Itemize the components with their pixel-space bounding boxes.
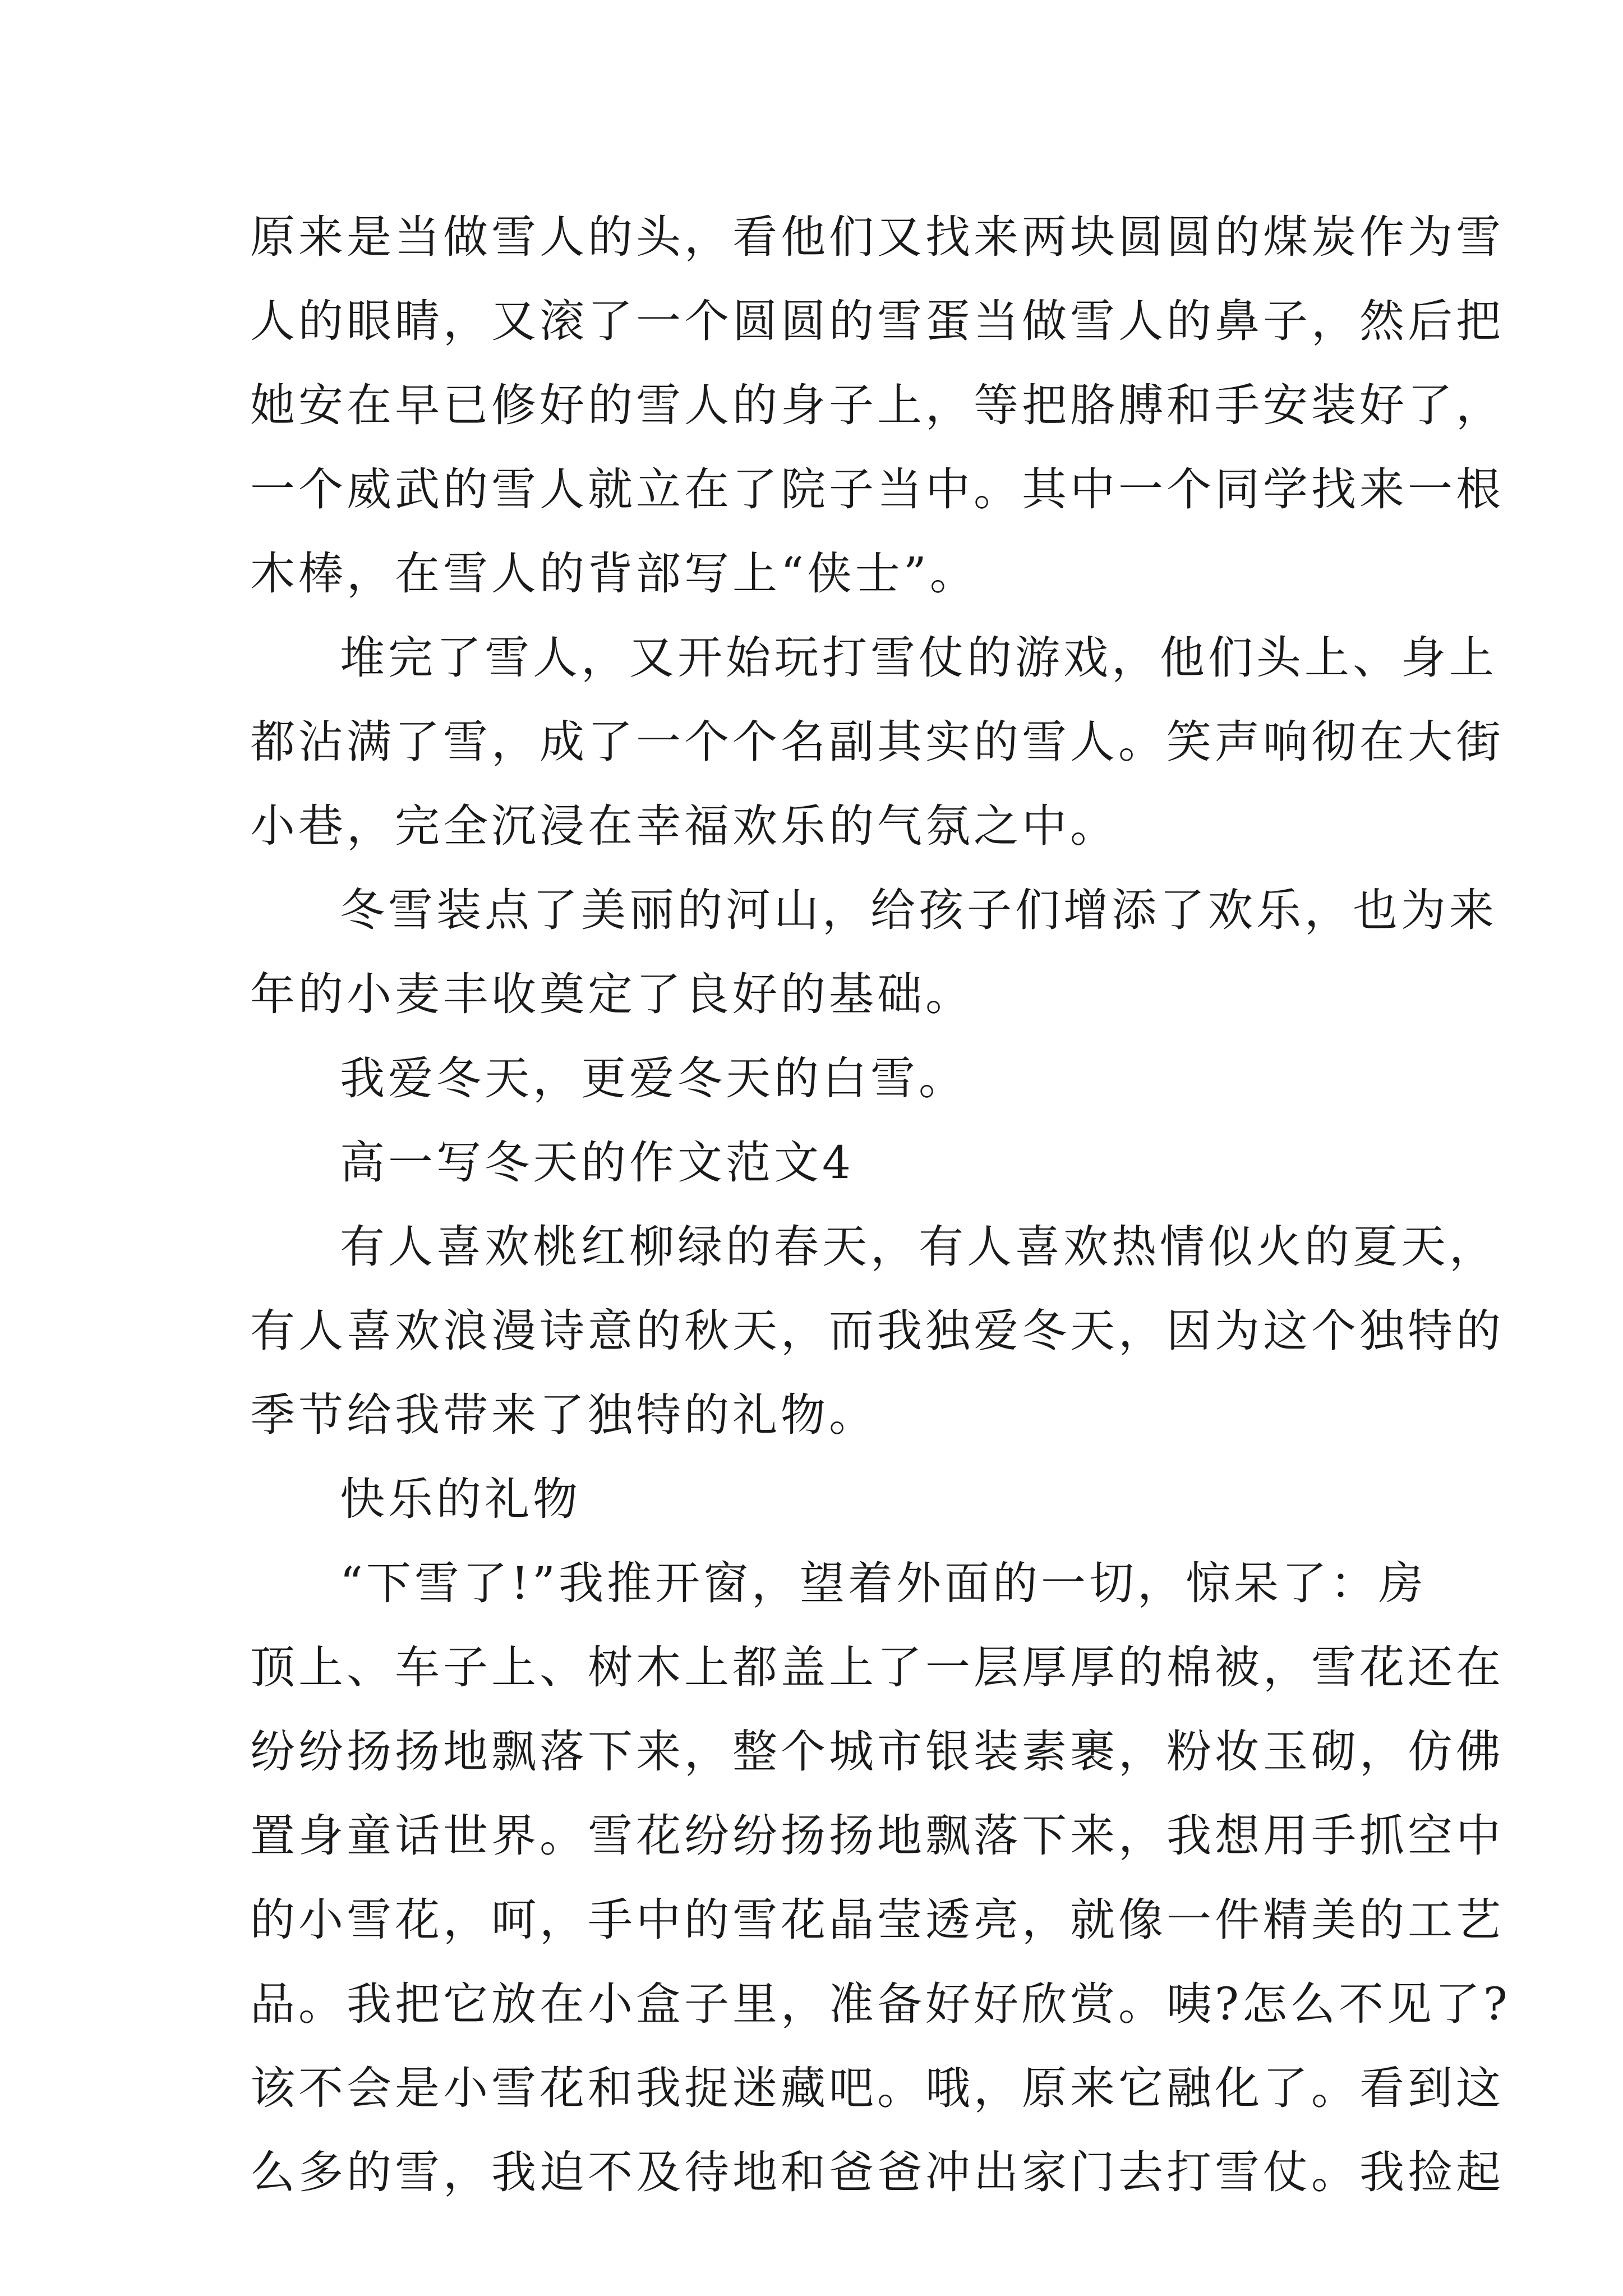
text-line: 季节给我带来了独特的礼物。 [250,1389,877,1441]
text-line: 一个威武的雪人就立在了院子当中。其中一个同学找来一根 [250,463,1504,516]
text-line: 置身童话世界。雪花纷纷扬扬地飘落下来，我想用手抓空中 [250,1810,1504,1862]
text-line: 有人喜欢桃红柳绿的春天，有人喜欢热情似火的夏天， [340,1221,1497,1273]
text-line: 堆完了雪人，又开始玩打雪仗的游戏，他们头上、身上 [340,632,1497,684]
text-line: 小巷，完全沉浸在幸福欢乐的气氛之中。 [250,800,1118,852]
text-line: 人的眼睛，又滚了一个圆圆的雪蛋当做雪人的鼻子，然后把 [250,295,1504,347]
text-line: 年的小麦丰收奠定了良好的基础。 [250,968,974,1020]
text-line: 冬雪装点了美丽的河山，给孩子们增添了欢乐，也为来 [340,884,1497,936]
subheading: 快乐的礼物 [340,1473,581,1525]
text-line: 木棒，在雪人的背部写上“侠士”。 [250,547,978,600]
text-line: 有人喜欢浪漫诗意的秋天，而我独爱冬天，因为这个独特的 [250,1305,1504,1357]
section-heading: 高一写冬天的作文范文4 [340,1137,854,1189]
text-line: 的小雪花，呵，手中的雪花晶莹透亮，就像一件精美的工艺 [250,1894,1504,1946]
text-line: 都沾满了雪，成了一个个名副其实的雪人。笑声响彻在大街 [250,716,1504,768]
text-line: 该不会是小雪花和我捉迷藏吧。哦，原来它融化了。看到这 [250,2062,1504,2114]
text-line: 品。我把它放在小盒子里，准备好好欣赏。咦?怎么不见了? [250,1978,1511,2030]
text-line: 顶上、车子上、树木上都盖上了一层厚厚的棉被，雪花还在 [250,1641,1504,1694]
text-line: 纷纷扬扬地飘落下来，整个城市银装素裹，粉妆玉砌，仿佛 [250,1726,1504,1778]
text-line: 原来是当做雪人的头，看他们又找来两块圆圆的煤炭作为雪 [250,211,1504,263]
text-line: 么多的雪，我迫不及待地和爸爸冲出家门去打雪仗。我捡起 [250,2146,1504,2198]
text-line: “下雪了!”我推开窗，望着外面的一切，惊呆了：房 [340,1557,1427,1609]
text-line: 我爱冬天，更爱冬天的白雪。 [340,1052,967,1105]
document-body [250,195,1511,2215]
text-line: 她安在早已修好的雪人的身子上，等把胳膊和手安装好了， [250,379,1504,431]
